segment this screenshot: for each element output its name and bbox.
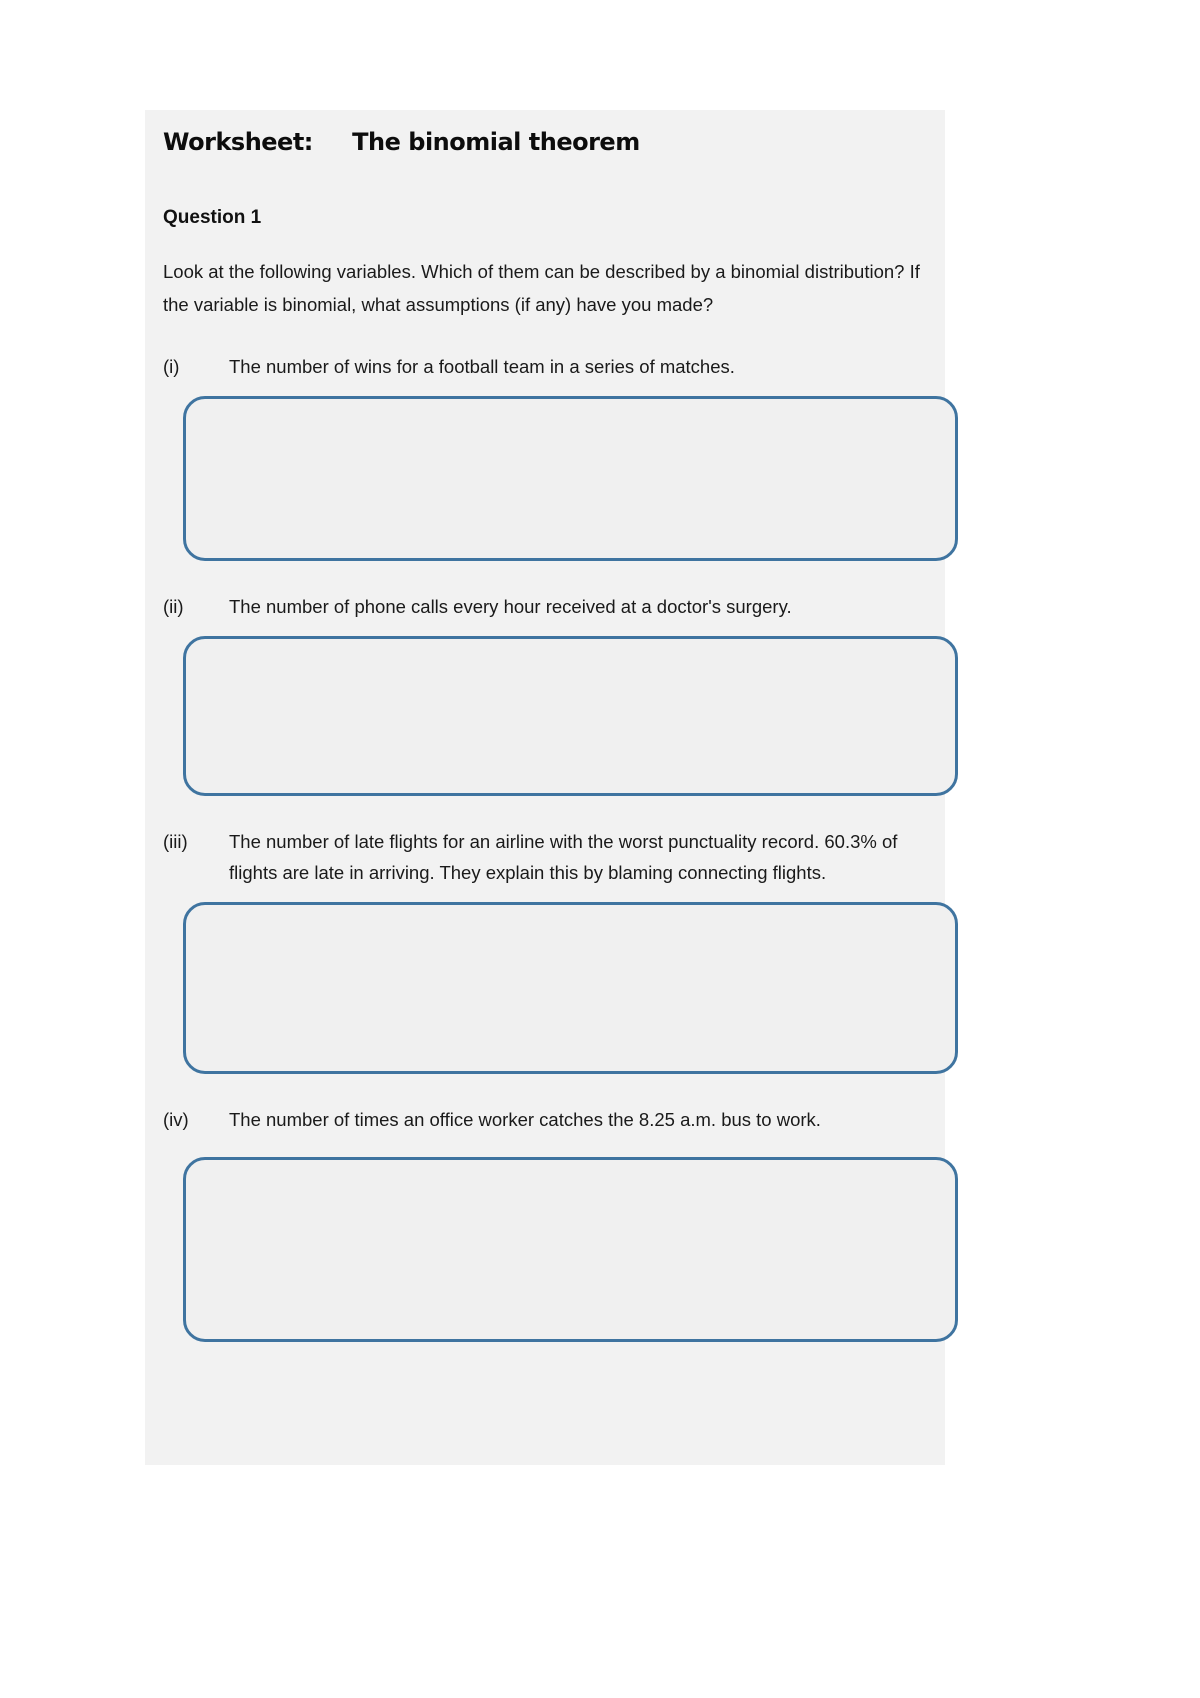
item-text: The number of times an office worker catches the 8.25 a.m. bus to work. [229, 1108, 821, 1130]
answer-box-i[interactable] [183, 396, 958, 561]
answer-box-iv[interactable] [183, 1157, 958, 1342]
question-intro-text: Look at the following variables. Which of them can be described by a binomial distribution? If the variable is binomial, what assumptions (if any) have you made? [163, 260, 920, 315]
item-label: (ii) [163, 595, 184, 617]
list-item [163, 591, 923, 622]
answer-box-iii[interactable] [183, 902, 958, 1074]
item-label: (iv) [163, 1108, 189, 1130]
item-label: (i) [163, 355, 180, 377]
item-text: The number of wins for a football team in a series of matches. [229, 355, 735, 377]
list-item [163, 826, 923, 888]
item-label: (iii) [163, 830, 188, 852]
list-item [163, 1104, 923, 1135]
question-heading: Question 1 [163, 206, 262, 228]
worksheet-page [145, 110, 945, 1465]
item-text: The number of phone calls every hour received at a doctor's surgery. [229, 595, 792, 617]
page-title: Worksheet: The binomial theorem [163, 128, 640, 156]
list-item [163, 351, 923, 382]
item-text: The number of late flights for an airline with the worst punctuality record. 60.3% of flights are late in arriving. They explain this by blaming connecting flights. [229, 830, 898, 883]
answer-box-ii[interactable] [183, 636, 958, 796]
